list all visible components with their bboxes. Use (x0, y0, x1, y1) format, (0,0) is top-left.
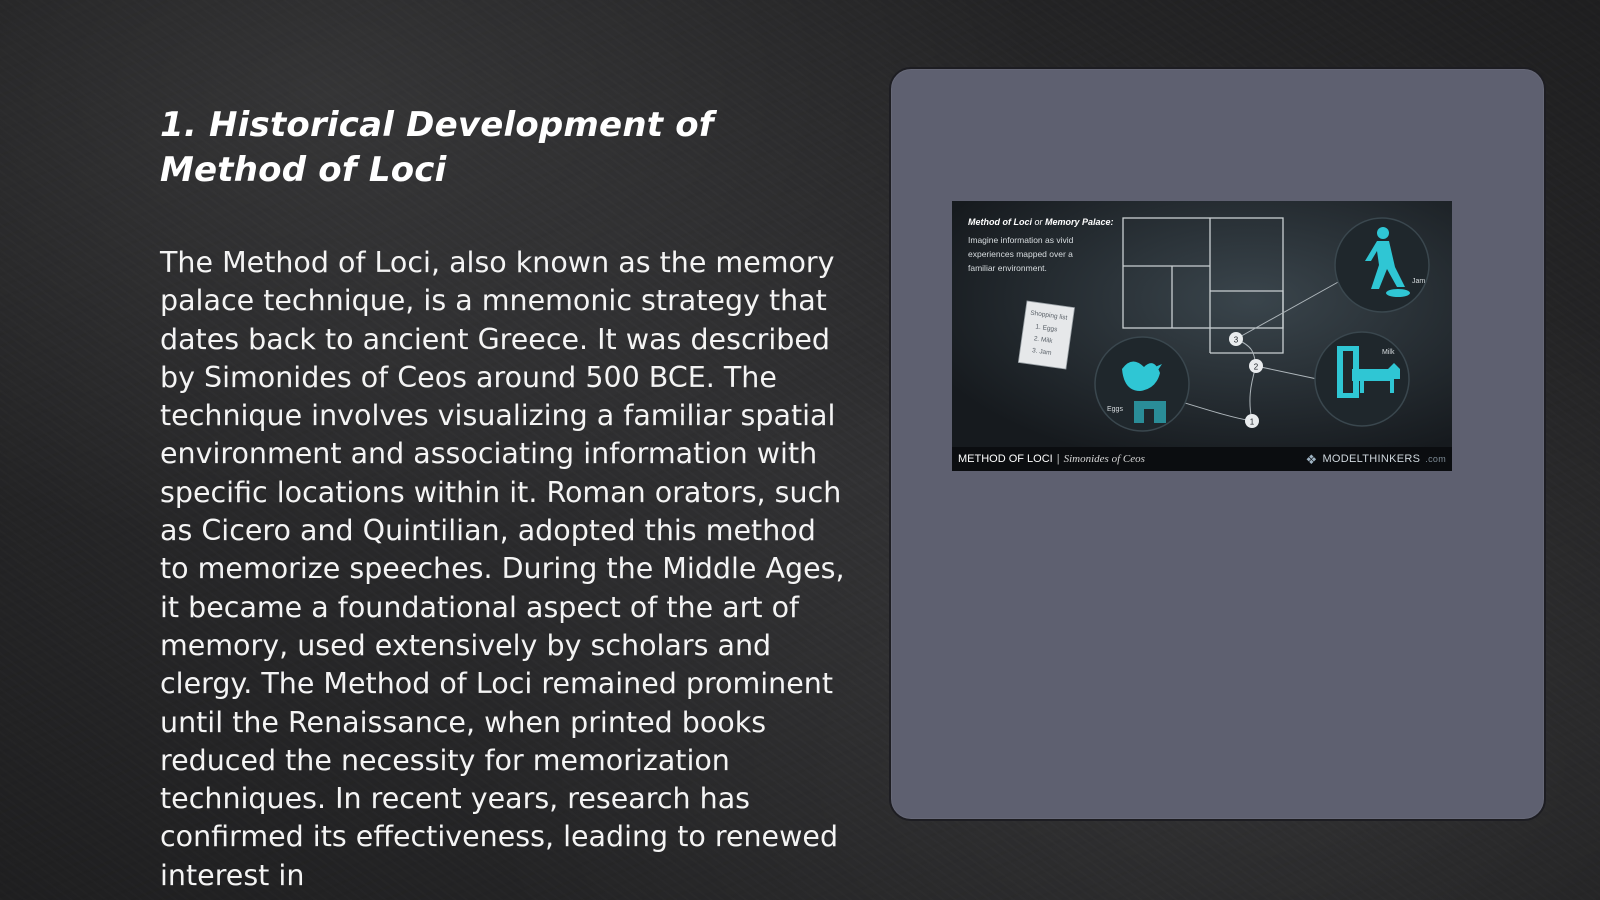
svg-text:1: 1 (1249, 417, 1255, 427)
cow-milk-icon (1315, 332, 1409, 426)
diagram-heading: Method of Loci or Memory Palace: (968, 217, 1114, 227)
diagram-footer-bar (952, 447, 1452, 471)
step-marker-3 (1229, 332, 1243, 346)
brand-name: MODELTHINKERS (1322, 453, 1421, 465)
brand-logo (1306, 453, 1447, 466)
jam-label: Jam (1412, 278, 1426, 285)
diagram-illustration (952, 201, 1452, 447)
note-line-4: 3. Jam (1031, 347, 1052, 357)
slide-title: 1. Historical Development of Method of Loci (160, 105, 714, 190)
step-marker-1 (1245, 414, 1259, 428)
chicken-eggs-icon (1095, 337, 1189, 431)
network-logo-icon: ❖ (1305, 451, 1318, 467)
step-marker-2 (1249, 359, 1263, 373)
slide-body-text: The Method of Loci, also known as the memory palace technique, is a mnemonic strategy that dates back to ancient Greece. It was described by Simonides of Ceos around 500 BCE. The technique involves visualizing a familiar spatial environment and associating information with specific locations within it. Roman orators, such as Cicero and Quintilian, adopted this method to memorize speeches. During the Middle Ages, it became a foundational aspect of the art of memory, used extensively by scholars and clergy. The Method of Loci remained prominent until the Renaissance, when printed books reduced the necessity for memorization techniques. In recent years, research has confirmed its effectiveness, leading to renewed interest in (160, 246, 845, 892)
media-panel (889, 67, 1546, 821)
brand-suffix: .com (1425, 454, 1446, 464)
diagram-description-line-1: Imagine information as vivid (968, 235, 1074, 245)
note-line-2: 1. Eggs (1034, 323, 1058, 334)
eggs-label: Eggs (1107, 406, 1123, 413)
svg-text:3: 3 (1233, 335, 1239, 345)
diagram-description-line-2: experiences mapped over a (968, 249, 1073, 259)
walking-person-jam-icon (1335, 218, 1429, 312)
shopping-list-note (1018, 301, 1074, 369)
svg-text:2: 2 (1253, 362, 1259, 372)
method-of-loci-diagram (952, 201, 1452, 471)
note-line-1: Shopping list (1029, 309, 1068, 322)
milk-label: Milk (1382, 349, 1395, 356)
diagram-description-line-3: familiar environment. (968, 263, 1047, 273)
footer-subtitle-text: Simonides of Ceos (1063, 453, 1145, 465)
note-line-3: 2. Milk (1033, 335, 1053, 345)
diagram-footer-title: METHOD OF LOCI | Simonides of Ceos (958, 453, 1145, 465)
footer-title-text: METHOD OF LOCI (958, 453, 1053, 465)
